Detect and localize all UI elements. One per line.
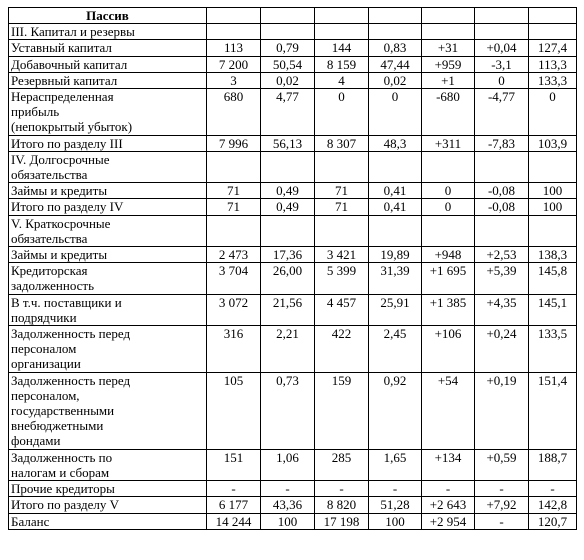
value-cell: 0,41 bbox=[369, 183, 422, 199]
value-cell: - bbox=[315, 481, 369, 497]
value-cell bbox=[261, 24, 315, 40]
value-cell bbox=[315, 151, 369, 182]
value-cell: 316 bbox=[207, 326, 261, 373]
value-cell: 1,06 bbox=[261, 449, 315, 480]
value-cell: 100 bbox=[529, 199, 577, 215]
value-cell: 151 bbox=[207, 449, 261, 480]
value-cell: 0,41 bbox=[369, 199, 422, 215]
value-cell: 0 bbox=[422, 199, 475, 215]
value-cell: 31,39 bbox=[369, 263, 422, 294]
value-cell: 0 bbox=[475, 72, 529, 88]
value-cell: 105 bbox=[207, 372, 261, 449]
value-cell: +1 695 bbox=[422, 263, 475, 294]
value-cell: 48,3 bbox=[369, 135, 422, 151]
row-label-cell bbox=[9, 183, 207, 199]
row-label-line: Итого по разделу IV bbox=[11, 199, 124, 215]
value-cell: 103,9 bbox=[529, 135, 577, 151]
row-label-line: Кредиторская bbox=[11, 263, 88, 279]
value-cell: 144 bbox=[315, 40, 369, 56]
table-row bbox=[9, 449, 577, 480]
table-row bbox=[9, 56, 577, 72]
value-cell: 0 bbox=[422, 183, 475, 199]
value-cell: 120,7 bbox=[529, 513, 577, 529]
row-label-line: Резервный капитал bbox=[11, 72, 118, 88]
value-cell: 0,49 bbox=[261, 183, 315, 199]
value-cell: 4 457 bbox=[315, 294, 369, 325]
value-cell bbox=[207, 215, 261, 246]
row-label-line: Нераспределенная bbox=[11, 89, 114, 105]
value-cell: 2,21 bbox=[261, 326, 315, 373]
value-cell: 17 198 bbox=[315, 513, 369, 529]
value-cell: 51,28 bbox=[369, 497, 422, 513]
value-cell: 127,4 bbox=[529, 40, 577, 56]
value-cell bbox=[315, 215, 369, 246]
row-label-line: прибыль bbox=[11, 104, 60, 120]
value-cell: +948 bbox=[422, 247, 475, 263]
row-label-cell bbox=[9, 40, 207, 56]
value-cell: 0,73 bbox=[261, 372, 315, 449]
value-cell: +0,24 bbox=[475, 326, 529, 373]
value-cell: +7,92 bbox=[475, 497, 529, 513]
value-cell: 3 421 bbox=[315, 247, 369, 263]
value-cell: - bbox=[207, 481, 261, 497]
value-cell: 71 bbox=[207, 199, 261, 215]
value-cell: 0,79 bbox=[261, 40, 315, 56]
value-cell: 56,13 bbox=[261, 135, 315, 151]
value-cell bbox=[475, 151, 529, 182]
value-cell: 0 bbox=[529, 89, 577, 136]
row-label-line: Итого по разделу V bbox=[11, 497, 120, 513]
row-label-cell bbox=[9, 294, 207, 325]
table-row bbox=[9, 24, 577, 40]
value-cell: 133,3 bbox=[529, 72, 577, 88]
value-cell: +106 bbox=[422, 326, 475, 373]
row-label-line: Прочие кредиторы bbox=[11, 481, 115, 497]
table-row bbox=[9, 513, 577, 529]
row-label-cell bbox=[9, 215, 207, 246]
value-cell: - bbox=[475, 481, 529, 497]
table-row bbox=[9, 372, 577, 449]
row-label-cell bbox=[9, 372, 207, 449]
row-label-cell bbox=[9, 72, 207, 88]
value-cell: +311 bbox=[422, 135, 475, 151]
row-label-cell bbox=[9, 513, 207, 529]
value-cell bbox=[207, 24, 261, 40]
row-label-line: обязательства bbox=[11, 230, 88, 246]
row-label-line: III. Капитал и резервы bbox=[11, 24, 135, 40]
value-cell bbox=[369, 24, 422, 40]
value-cell: -0,08 bbox=[475, 183, 529, 199]
value-cell: 422 bbox=[315, 326, 369, 373]
value-cell: 1,65 bbox=[369, 449, 422, 480]
value-cell: +2,53 bbox=[475, 247, 529, 263]
table-container bbox=[8, 7, 577, 530]
row-label-cell bbox=[9, 135, 207, 151]
table-body bbox=[9, 8, 577, 530]
value-cell: 6 177 bbox=[207, 497, 261, 513]
table-row bbox=[9, 497, 577, 513]
value-cell: 0,83 bbox=[369, 40, 422, 56]
table-row bbox=[9, 135, 577, 151]
value-cell: 133,5 bbox=[529, 326, 577, 373]
value-cell: 0,49 bbox=[261, 199, 315, 215]
value-cell: +31 bbox=[422, 40, 475, 56]
table-row bbox=[9, 151, 577, 182]
header-empty-cell bbox=[207, 8, 261, 24]
value-cell: +1 385 bbox=[422, 294, 475, 325]
value-cell: 113,3 bbox=[529, 56, 577, 72]
row-label-cell bbox=[9, 263, 207, 294]
value-cell bbox=[369, 151, 422, 182]
value-cell: - bbox=[422, 481, 475, 497]
value-cell bbox=[261, 215, 315, 246]
header-empty-cell bbox=[422, 8, 475, 24]
value-cell: 50,54 bbox=[261, 56, 315, 72]
row-label-line: Задолженность по bbox=[11, 449, 113, 465]
value-cell: 138,3 bbox=[529, 247, 577, 263]
row-label-line: фондами bbox=[11, 433, 61, 449]
row-label-line: В т.ч. поставщики и bbox=[11, 294, 122, 310]
value-cell: 0,92 bbox=[369, 372, 422, 449]
header-empty-cell bbox=[261, 8, 315, 24]
value-cell: 285 bbox=[315, 449, 369, 480]
row-label-line: Добавочный капитал bbox=[11, 56, 128, 72]
value-cell: 71 bbox=[315, 199, 369, 215]
value-cell bbox=[422, 215, 475, 246]
table-row bbox=[9, 183, 577, 199]
value-cell: 142,8 bbox=[529, 497, 577, 513]
value-cell: -4,77 bbox=[475, 89, 529, 136]
value-cell: 47,44 bbox=[369, 56, 422, 72]
row-label-line: Баланс bbox=[11, 513, 50, 529]
row-label-cell bbox=[9, 24, 207, 40]
value-cell: -7,83 bbox=[475, 135, 529, 151]
row-label-cell bbox=[9, 481, 207, 497]
value-cell: +134 bbox=[422, 449, 475, 480]
value-cell: 4 bbox=[315, 72, 369, 88]
value-cell: 100 bbox=[261, 513, 315, 529]
table-row bbox=[9, 481, 577, 497]
row-label-line: IV. Долгосрочные bbox=[11, 151, 110, 167]
row-label-line: внебюджетными bbox=[11, 418, 104, 434]
value-cell bbox=[475, 24, 529, 40]
value-cell: +54 bbox=[422, 372, 475, 449]
value-cell: 25,91 bbox=[369, 294, 422, 325]
value-cell: 145,1 bbox=[529, 294, 577, 325]
value-cell: - bbox=[369, 481, 422, 497]
row-label-cell bbox=[9, 151, 207, 182]
table-header-row bbox=[9, 8, 577, 24]
table-row bbox=[9, 263, 577, 294]
row-label-line: Итого по разделу III bbox=[11, 135, 123, 151]
value-cell: -680 bbox=[422, 89, 475, 136]
row-label-cell bbox=[9, 89, 207, 136]
table-row bbox=[9, 72, 577, 88]
table-row bbox=[9, 89, 577, 136]
value-cell: 14 244 bbox=[207, 513, 261, 529]
row-label-line: персоналом, bbox=[11, 387, 80, 403]
row-label-line: V. Краткосрочные bbox=[11, 215, 111, 231]
row-label-cell bbox=[9, 247, 207, 263]
value-cell: 17,36 bbox=[261, 247, 315, 263]
row-label-cell bbox=[9, 56, 207, 72]
row-label-line: государственными bbox=[11, 403, 115, 419]
value-cell: 100 bbox=[369, 513, 422, 529]
value-cell: 2 473 bbox=[207, 247, 261, 263]
value-cell: 145,8 bbox=[529, 263, 577, 294]
value-cell bbox=[369, 215, 422, 246]
value-cell: +2 954 bbox=[422, 513, 475, 529]
header-empty-cell bbox=[315, 8, 369, 24]
header-empty-cell bbox=[369, 8, 422, 24]
header-label-cell: Пассив bbox=[9, 8, 207, 24]
value-cell: 71 bbox=[207, 183, 261, 199]
row-label-line: Задолженность перед bbox=[11, 326, 131, 342]
row-label-cell bbox=[9, 449, 207, 480]
row-label-line: (непокрытый убыток) bbox=[11, 119, 133, 135]
value-cell: 21,56 bbox=[261, 294, 315, 325]
value-cell: 43,36 bbox=[261, 497, 315, 513]
value-cell: 0,02 bbox=[369, 72, 422, 88]
row-label-line: Займы и кредиты bbox=[11, 183, 108, 199]
value-cell: +2 643 bbox=[422, 497, 475, 513]
row-label-line: Уставный капитал bbox=[11, 40, 112, 56]
value-cell: 0 bbox=[315, 89, 369, 136]
value-cell: 5 399 bbox=[315, 263, 369, 294]
value-cell: 71 bbox=[315, 183, 369, 199]
row-label-line: обязательства bbox=[11, 167, 88, 183]
value-cell: - bbox=[475, 513, 529, 529]
value-cell: 100 bbox=[529, 183, 577, 199]
row-label-line: подрядчики bbox=[11, 309, 77, 325]
value-cell: 7 996 bbox=[207, 135, 261, 151]
table-row bbox=[9, 40, 577, 56]
row-label-line: Задолженность перед bbox=[11, 372, 131, 388]
table-row bbox=[9, 215, 577, 246]
value-cell: 8 159 bbox=[315, 56, 369, 72]
value-cell: 151,4 bbox=[529, 372, 577, 449]
value-cell: 19,89 bbox=[369, 247, 422, 263]
header-empty-cell bbox=[475, 8, 529, 24]
table-row bbox=[9, 326, 577, 373]
value-cell: 3 bbox=[207, 72, 261, 88]
value-cell: +0,19 bbox=[475, 372, 529, 449]
row-label-cell bbox=[9, 326, 207, 373]
row-label-line: организации bbox=[11, 356, 81, 372]
value-cell: +4,35 bbox=[475, 294, 529, 325]
row-label-cell bbox=[9, 199, 207, 215]
value-cell: 4,77 bbox=[261, 89, 315, 136]
value-cell: - bbox=[261, 481, 315, 497]
row-label-line: Займы и кредиты bbox=[11, 247, 108, 263]
table-row bbox=[9, 199, 577, 215]
table-row bbox=[9, 247, 577, 263]
value-cell: 0 bbox=[369, 89, 422, 136]
value-cell: - bbox=[529, 481, 577, 497]
value-cell: 159 bbox=[315, 372, 369, 449]
value-cell: +0,04 bbox=[475, 40, 529, 56]
value-cell bbox=[207, 151, 261, 182]
row-label-line: налогам и сборам bbox=[11, 464, 110, 480]
value-cell bbox=[475, 215, 529, 246]
value-cell: 7 200 bbox=[207, 56, 261, 72]
value-cell: 188,7 bbox=[529, 449, 577, 480]
value-cell: 0,02 bbox=[261, 72, 315, 88]
row-label-line: персоналом bbox=[11, 341, 77, 357]
value-cell: 8 820 bbox=[315, 497, 369, 513]
value-cell: 2,45 bbox=[369, 326, 422, 373]
value-cell: +959 bbox=[422, 56, 475, 72]
value-cell: -3,1 bbox=[475, 56, 529, 72]
value-cell bbox=[261, 151, 315, 182]
value-cell bbox=[529, 24, 577, 40]
row-label-line: задолженность bbox=[11, 278, 95, 294]
value-cell bbox=[529, 215, 577, 246]
value-cell bbox=[529, 151, 577, 182]
row-label-cell bbox=[9, 497, 207, 513]
table-row bbox=[9, 294, 577, 325]
value-cell: +0,59 bbox=[475, 449, 529, 480]
value-cell: 26,00 bbox=[261, 263, 315, 294]
value-cell: 8 307 bbox=[315, 135, 369, 151]
value-cell bbox=[422, 151, 475, 182]
liabilities-table bbox=[8, 7, 577, 530]
value-cell: +1 bbox=[422, 72, 475, 88]
value-cell bbox=[315, 24, 369, 40]
value-cell: +5,39 bbox=[475, 263, 529, 294]
value-cell: 3 704 bbox=[207, 263, 261, 294]
value-cell: -0,08 bbox=[475, 199, 529, 215]
value-cell: 113 bbox=[207, 40, 261, 56]
header-empty-cell bbox=[529, 8, 577, 24]
value-cell bbox=[422, 24, 475, 40]
value-cell: 3 072 bbox=[207, 294, 261, 325]
value-cell: 680 bbox=[207, 89, 261, 136]
